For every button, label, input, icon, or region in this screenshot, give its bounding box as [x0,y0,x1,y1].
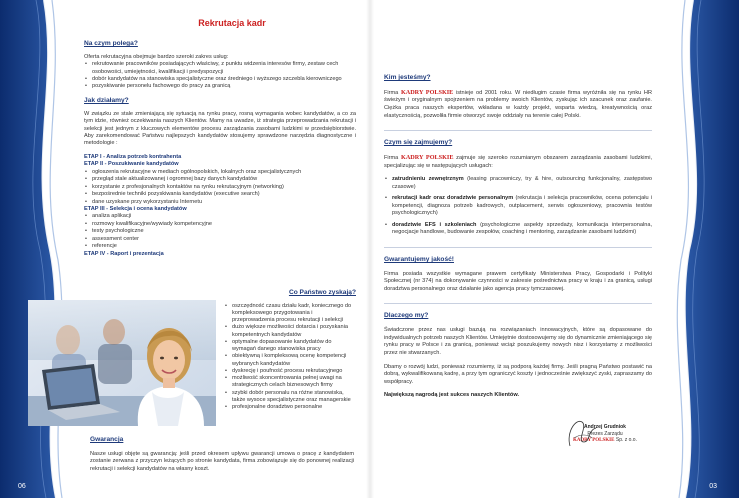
signatory-company: KADRY POLSKIE Sp. z o.o. [573,437,637,443]
heading-gwarantujemy-jakosc: Gwarantujemy jakość! [384,255,454,263]
list-item: • doradztwie EFS i szkoleniach (psychologiczne aspekty sprzedaży, komunikacja interpersonalna, negocjacje handlowe, budowanie zespołów, coaching i mentoring, zarządzanie zasobami ludzkimi) [384,222,652,237]
woman-at-laptop-photo [28,300,216,426]
specialization-list [384,176,652,237]
list-item: • dyskrecję i poufność procesu rekrutacyjnego [224,368,356,375]
center-gutter [366,0,374,498]
etap-4: ETAP IV - Raport i prezentacja [84,250,164,257]
list-item: • dobór kandydatów na stanowiska specjalistyczne oraz średniego i wyższego szczebla kierowniczego [84,76,356,83]
dlaczego-paragraph-1: Świadczone przez nas usługi bazują na rozwiązaniach innowacyjnych, które są dopasowane do indywidualnych potrzeb naszych Klientów. Umiejętnie dostosowujemy się do dynamicznie zmieniającego się rynku pracy w Polsce i za granicą, ponieważ wciąż poszukujemy nowych nisz i korzystamy z możliwości przez nie stwarzanych. [384,327,652,356]
benefits-list [224,303,356,412]
jak-dzialamy-paragraph: W związku ze stale zmieniającą się sytuacją na rynku pracy, rosną wymagania wobec kandydatów, a co za tym idzie, również oczekiwania naszych Klientów. Mamy na uwadze, iż strategia przeprowadzania rekrutacji i selekcji jest jednym z kluczowych elementów procesu zarządzania zasobami ludzkimi w przedsiębiorstwie. Aby zarekomendować Państwu najlepszych kandydatów stosujemy sprawdzone narzędzia diagnostyczne i metodologie : [84,110,356,147]
services-list [84,61,356,91]
right-wave-edge [667,0,739,498]
gwarancja-paragraph: Nasze usługi objęte są gwarancją: jeśli przed okresem upływu gwarancji umowa o pracę z kandydatem zostanie zerwana z przyczyn leżących po stronie kandydata, firma zobowiązuje się do ponownej realizacji rekrutacji i selekcji kandydatów na własny koszt. [90,450,354,472]
list-item: • referencje [84,243,356,250]
signatory-role: Prezes Zarządu [587,430,623,437]
list-item: • assessment center [84,236,356,243]
brand-name: KADRY POLSKIE [401,153,454,161]
list-item: • zatrudnieniu zewnętrznym (leasing pracowniczy, try & hire, outsourcing funkcjonalny, zastępstwo czasowe) [384,176,652,191]
handwritten-signature [562,412,602,452]
divider [384,303,652,304]
brand-name: KADRY POLSKIE [400,88,454,96]
heading-dlaczego-my: Dlaczego my? [384,312,429,320]
heading-jak-dzialamy: Jak działamy? [84,96,129,104]
czym-paragraph: Firma KADRY POLSKIE zajmuje się szeroko rozumianym obszarem zarządzania zasobami ludzkimi, specjalizując się w następujących usługach: [384,153,652,169]
divider [384,247,652,248]
heading-gwarancja: Gwarancja [90,436,124,443]
list-item: • korzystanie z profesjonalnych kontaktów na rynku rekrutacyjnym (networking) [84,184,356,191]
etap-2: ETAP II - Poszukiwanie kandydatów [84,161,179,168]
list-item: • testy psychologiczne [84,228,356,235]
list-item: • dużo większe możliwości dotarcia i pozyskania kompetentnych kandydatów [224,324,356,339]
signature-block [566,424,644,445]
list-item: • analiza aplikacji [84,213,356,220]
heading-co-panstwo-zyskaja: Co Państwo zyskają? [288,289,356,296]
page-number-left: 06 [18,483,26,490]
gwarantujemy-paragraph: Firma posiada wszystkie wymagane prawem certyfikaty Ministerstwa Pracy, Gospodarki i Polityki Społecznej (nr 374) na dokonywanie czynności w zakresie pośrednictwa pracy w kraju i za granicą, usługi doradztwa personalnego oraz działanie jako agencja pracy tymczasowej. [384,270,652,292]
page-number-right: 03 [709,483,717,490]
kim-jestesmy-paragraph: Firma KADRY POLSKIE istnieje od 2001 roku. W niedługim czasie firma wyróżniła się na rynku HR świeżym i oryginalnym spojrzeniem na problemy swoich Klientów, zyskując ich szacunek oraz zaufanie. Ciężka praca naszych ekspertów, wkładana w każdy projekt, wsparta wiedzą, kreatywnością oraz elastycznością, pozwoliła firmie otworzyć swoje oddziały na terenie całej Polski. [384,88,652,119]
page-title: Rekrutacja kadr [198,18,266,28]
divider [384,130,652,131]
gwarantujemy-section [384,256,652,294]
etap-2-list [84,169,356,206]
list-item: • rekrutacji kadr oraz doradztwie personalnym (rekrutacja i selekcja pracowników, ocena potencjału i kompetencji, diagnoza potrzeb kadrowych, outplacement, serwis ogłoszeniowy, pracownia testów psychologicznych) [384,195,652,218]
list-item: • profesjonalne doradztwo personalne [224,404,356,411]
list-item: • możliwość skoncentrowania pełnej uwagi na strategicznych celach biznesowych firmy [224,375,356,390]
dlaczego-paragraph-2: Dbamy o rozwój ludzi, ponieważ rozumiemy, iż są podporą każdej firmy. Jeśli pragną Państwo postawić na dobrą, wykwalifikowaną kadrę, a przy tym ograniczyć koszty i jednocześnie zwiększyć zyski, zapraszamy do współpracy. [384,363,652,385]
list-item: • przegląd stale aktualizowanej i ogromnej bazy danych kandydatów [84,176,356,183]
list-item: • rekrutowanie pracowników posiadających właściwy, z punktu widzenia interesów firmy, zestaw cech osobowości, umiejętności, kwalifikacji i predyspozycji [84,61,356,76]
dlaczego-my-section [384,312,652,399]
guarantee-section [90,436,354,473]
list-item: • szybki dobór personalu na różne stanowiska, także wysoce specjalistyczne oraz managerskie [224,390,356,405]
signatory-name: Andrzej Grudniok [584,424,626,430]
list-item: • bezpośrednie techniki pozyskiwania kandydatów (executive search) [84,191,356,198]
benefits-section [224,289,356,412]
heading-na-czym-polega: Na czym polega? [84,39,138,47]
list-item: • oszczędność czasu działu kadr, koniecznego do kompleksowego przygotowania i przeprowadzenia procesu rekrutacji i selekcji [224,303,356,325]
etap-3: ETAP III - Selekcja i ocena kandydatów [84,205,187,212]
left-page-content [84,18,356,258]
list-item: • optymalne dopasowanie kandydatów do wymagań danego stanowiska pracy [224,339,356,354]
list-item: • pozyskiwanie personelu fachowego do pracy za granicą [84,83,356,90]
list-item: • dane uzyskane przy wykorzystaniu Internetu [84,199,356,206]
na-czym-intro: Oferta rekrutacyjna obejmuje bardzo szeroki zakres usług: [84,53,229,60]
heading-czym-sie-zajmujemy: Czym się zajmujemy? [384,139,453,147]
closing-statement: Największą nagrodą jest sukces naszych Klientów. [384,392,520,399]
list-item: • ogłoszenia rekrutacyjne w mediach ogólnopolskich, lokalnych oraz specjalistycznych [84,169,356,176]
czym-sie-zajmujemy-section [384,139,652,237]
right-page-content [384,74,652,410]
heading-kim-jestesmy: Kim jesteśmy? [384,74,431,81]
etap-3-list [84,213,356,250]
kim-jestesmy-section [384,74,652,120]
etap-1: ETAP I - Analiza potrzeb kontrahenta [84,153,182,160]
list-item: • rozmowy kwalifikacyjne/wywiady kompetencyjne [84,221,356,228]
list-item: • obiektywną i kompleksową ocenę kompetencji wybranych kandydatów [224,353,356,368]
